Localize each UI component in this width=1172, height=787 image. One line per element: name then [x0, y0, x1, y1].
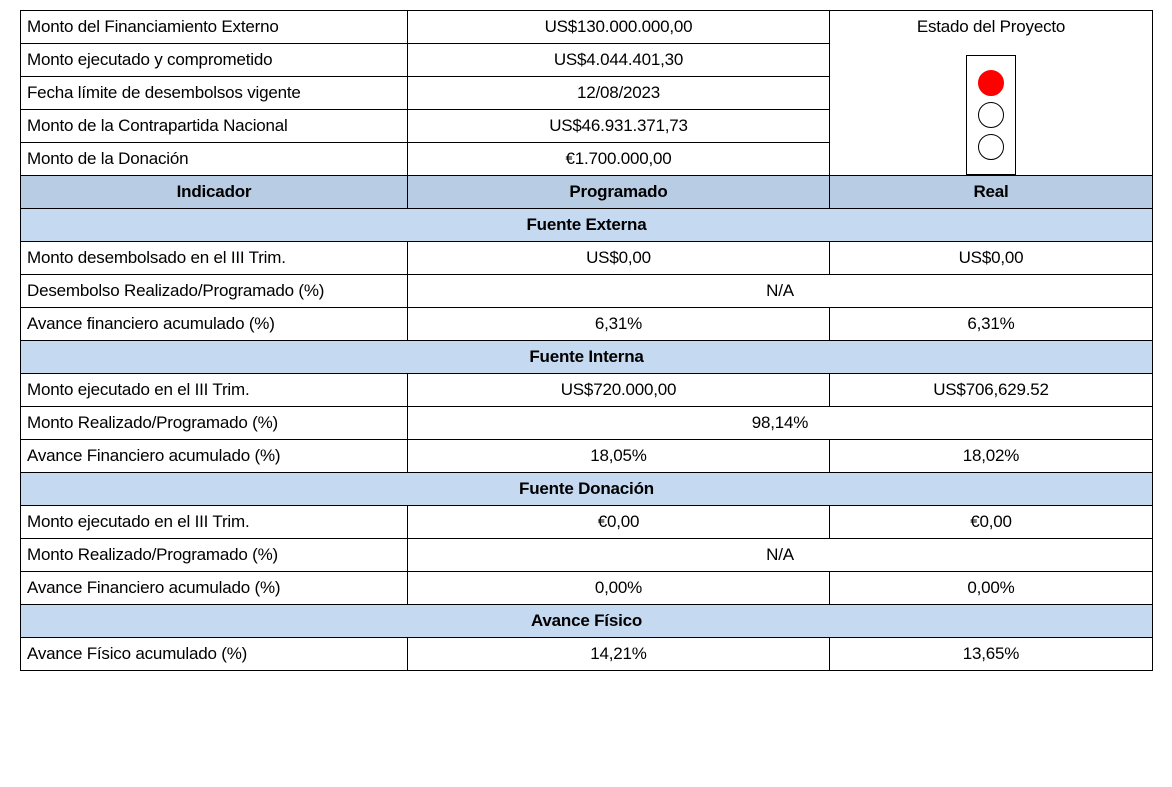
indicator-row	[21, 572, 1153, 605]
section-title: Avance Físico	[21, 605, 1153, 638]
programmed-value: US$720.000,00	[408, 374, 830, 407]
indicator-row	[21, 407, 1153, 440]
real-value: €0,00	[830, 506, 1153, 539]
programmed-value: US$0,00	[408, 242, 830, 275]
project-report-table	[20, 10, 1153, 671]
summary-value: 12/08/2023	[408, 77, 830, 110]
summary-label: Monto de la Donación	[21, 143, 408, 176]
section-header-row	[21, 209, 1153, 242]
indicator-label: Monto Realizado/Programado (%)	[21, 407, 408, 440]
column-header-row	[21, 176, 1153, 209]
indicator-label: Avance Físico acumulado (%)	[21, 638, 408, 671]
indicator-row	[21, 374, 1153, 407]
project-status-title: Estado del Proyecto	[916, 17, 1066, 36]
summary-label: Monto de la Contrapartida Nacional	[21, 110, 408, 143]
programmed-value: 18,05%	[408, 440, 830, 473]
summary-row	[21, 11, 1153, 44]
header-real: Real	[830, 176, 1153, 209]
indicator-row	[21, 242, 1153, 275]
merged-value: 98,14%	[408, 407, 1153, 440]
real-value: 6,31%	[830, 308, 1153, 341]
indicator-label: Desembolso Realizado/Programado (%)	[21, 275, 408, 308]
section-header-row	[21, 473, 1153, 506]
section-title: Fuente Externa	[21, 209, 1153, 242]
indicator-row	[21, 275, 1153, 308]
summary-value: US$46.931.371,73	[408, 110, 830, 143]
real-value: 18,02%	[830, 440, 1153, 473]
header-programmed: Programado	[408, 176, 830, 209]
programmed-value: 14,21%	[408, 638, 830, 671]
summary-value: US$4.044.401,30	[408, 44, 830, 77]
programmed-value: 0,00%	[408, 572, 830, 605]
section-title: Fuente Interna	[21, 341, 1153, 374]
programmed-value: 6,31%	[408, 308, 830, 341]
indicator-label: Monto Realizado/Programado (%)	[21, 539, 408, 572]
summary-label: Monto ejecutado y comprometido	[21, 44, 408, 77]
header-indicator: Indicador	[21, 176, 408, 209]
green-light-icon	[978, 134, 1004, 160]
indicator-row	[21, 506, 1153, 539]
red-light-icon	[978, 70, 1004, 96]
indicator-row	[21, 638, 1153, 671]
summary-value: US$130.000.000,00	[408, 11, 830, 44]
summary-label: Fecha límite de desembolsos vigente	[21, 77, 408, 110]
indicator-label: Avance Financiero acumulado (%)	[21, 572, 408, 605]
real-value: 0,00%	[830, 572, 1153, 605]
real-value: 13,65%	[830, 638, 1153, 671]
indicator-row	[21, 539, 1153, 572]
merged-value: N/A	[408, 539, 1153, 572]
indicator-label: Avance Financiero acumulado (%)	[21, 440, 408, 473]
indicator-label: Avance financiero acumulado (%)	[21, 308, 408, 341]
yellow-light-icon	[978, 102, 1004, 128]
indicator-row	[21, 440, 1153, 473]
project-status-cell	[830, 11, 1153, 176]
merged-value: N/A	[408, 275, 1153, 308]
report-body	[21, 11, 1153, 671]
indicator-label: Monto ejecutado en el III Trim.	[21, 374, 408, 407]
section-title: Fuente Donación	[21, 473, 1153, 506]
section-header-row	[21, 605, 1153, 638]
programmed-value: €0,00	[408, 506, 830, 539]
summary-label: Monto del Financiamiento Externo	[21, 11, 408, 44]
indicator-label: Monto desembolsado en el III Trim.	[21, 242, 408, 275]
indicator-label: Monto ejecutado en el III Trim.	[21, 506, 408, 539]
real-value: US$706,629.52	[830, 374, 1153, 407]
summary-value: €1.700.000,00	[408, 143, 830, 176]
real-value: US$0,00	[830, 242, 1153, 275]
traffic-light-icon	[966, 55, 1016, 175]
indicator-row	[21, 308, 1153, 341]
section-header-row	[21, 341, 1153, 374]
